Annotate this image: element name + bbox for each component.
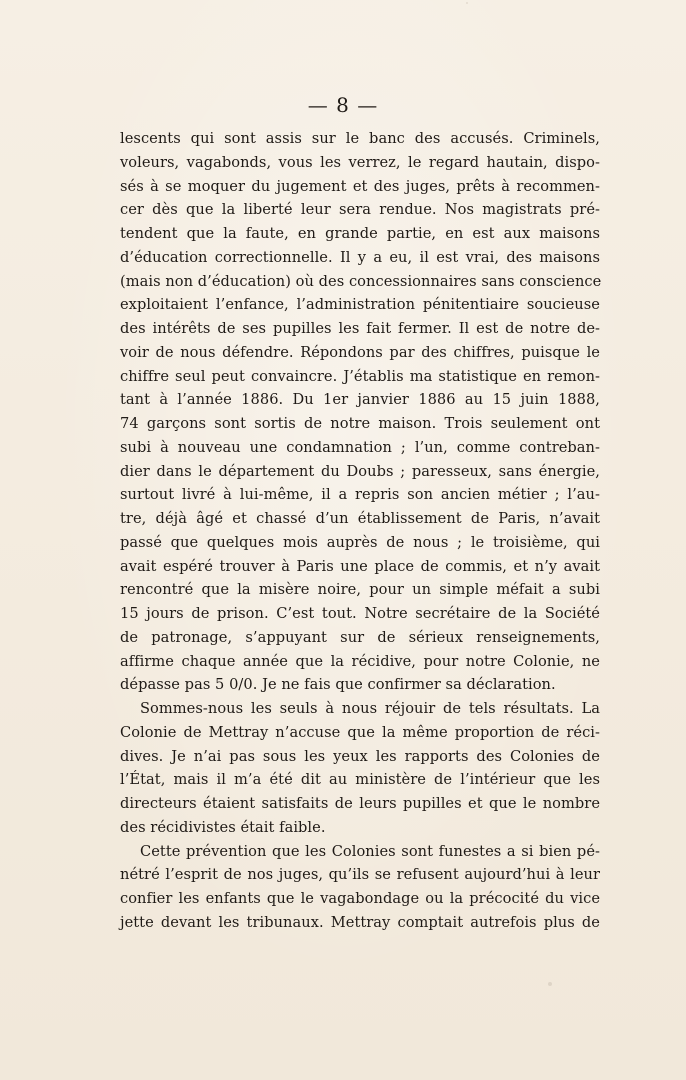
- text-line: Sommes-nous les seuls à nous réjouir de tels résultats. La: [140, 700, 600, 717]
- text-line: d’éducation correctionnelle. Il y a eu, il est vrai, des maisons: [120, 248, 600, 266]
- text-line: Cette prévention que les Colonies sont funestes a si bien pé-: [140, 842, 600, 860]
- paper-speck: [548, 982, 552, 986]
- text-line: nétré l’esprit de nos juges, qu’ils se refusent aujourd’hui à leur: [120, 866, 600, 884]
- text-line: passé que quelques mois auprès de nous ; le troisième, qui: [120, 533, 600, 551]
- text-line: affirme chaque année que la récidive, pour notre Colonie, ne: [120, 652, 600, 670]
- text-line: 74 garçons sont sortis de notre maison. Trois seulement ont: [120, 415, 600, 432]
- text-line: dépasse pas 5 0/0. Je ne fais que confirmer sa déclaration.: [120, 676, 556, 694]
- text-line: tant à l’année 1886. Du 1er janvier 1886 au 15 juin 1888,: [120, 391, 600, 409]
- body-text: [120, 127, 600, 935]
- text-line: (mais non d’éducation) où des concessionnaires sans conscience: [120, 272, 602, 290]
- text-line: de patronage, s’appuyant sur de sérieux renseignements,: [120, 628, 600, 646]
- page-number: — 8 —: [307, 93, 379, 117]
- text-line: cer dès que la liberté leur sera rendue. Nos magistrats pré-: [120, 201, 600, 219]
- text-line: avait espéré trouver à Paris une place de commis, et n’y avait: [120, 557, 600, 575]
- text-line: des intérêts de ses pupilles les fait fermer. Il est de notre de-: [120, 320, 600, 337]
- text-line: dives. Je n’ai pas sous les yeux les rapports des Colonies de: [120, 747, 600, 765]
- text-line: voir de nous défendre. Répondons par des chiffres, puisque le: [120, 343, 600, 361]
- text-line: 15 jours de prison. C’est tout. Notre secrétaire de la Société: [120, 605, 600, 622]
- text-line: chiffre seul peut convaincre. J’établis ma statistique en remon-: [120, 367, 600, 385]
- text-line: dier dans le département du Doubs ; paresseux, sans énergie,: [120, 462, 600, 480]
- text-line: Colonie de Mettray n’accuse que la même proportion de réci-: [120, 723, 600, 741]
- text-line: rencontré que la misère noire, pour un simple méfait a subi: [120, 581, 600, 599]
- text-line: voleurs, vagabonds, vous les verrez, le regard hautain, dispo-: [120, 153, 600, 171]
- text-line: exploitaient l’enfance, l’administration pénitentiaire soucieuse: [120, 296, 600, 314]
- text-line: tendent que la faute, en grande partie, en est aux maisons: [120, 225, 600, 242]
- text-line: directeurs étaient satisfaits de leurs pupilles et que le nombre: [120, 795, 600, 812]
- text-line: l’État, mais il m’a été dit au ministère de l’intérieur que les: [120, 771, 600, 789]
- text-line: tre, déjà âgé et chassé d’un établissement de Paris, n’avait: [120, 510, 600, 527]
- text-line: jette devant les tribunaux. Mettray comptait autrefois plus de: [120, 913, 600, 931]
- paper-speck: [466, 2, 468, 4]
- text-line: subi à nouveau une condamnation ; l’un, comme contreban-: [120, 438, 600, 456]
- text-line: surtout livré à lui-même, il a repris son ancien métier ; l’au-: [120, 486, 600, 504]
- text-line: lescents qui sont assis sur le banc des accusés. Criminels,: [120, 130, 600, 147]
- text-line: confier les enfants que le vagabondage ou la précocité du vice: [120, 890, 600, 907]
- text-line: des récidivistes était faible.: [120, 818, 326, 836]
- text-line: sés à se moquer du jugement et des juges, prêts à recommen-: [120, 177, 600, 195]
